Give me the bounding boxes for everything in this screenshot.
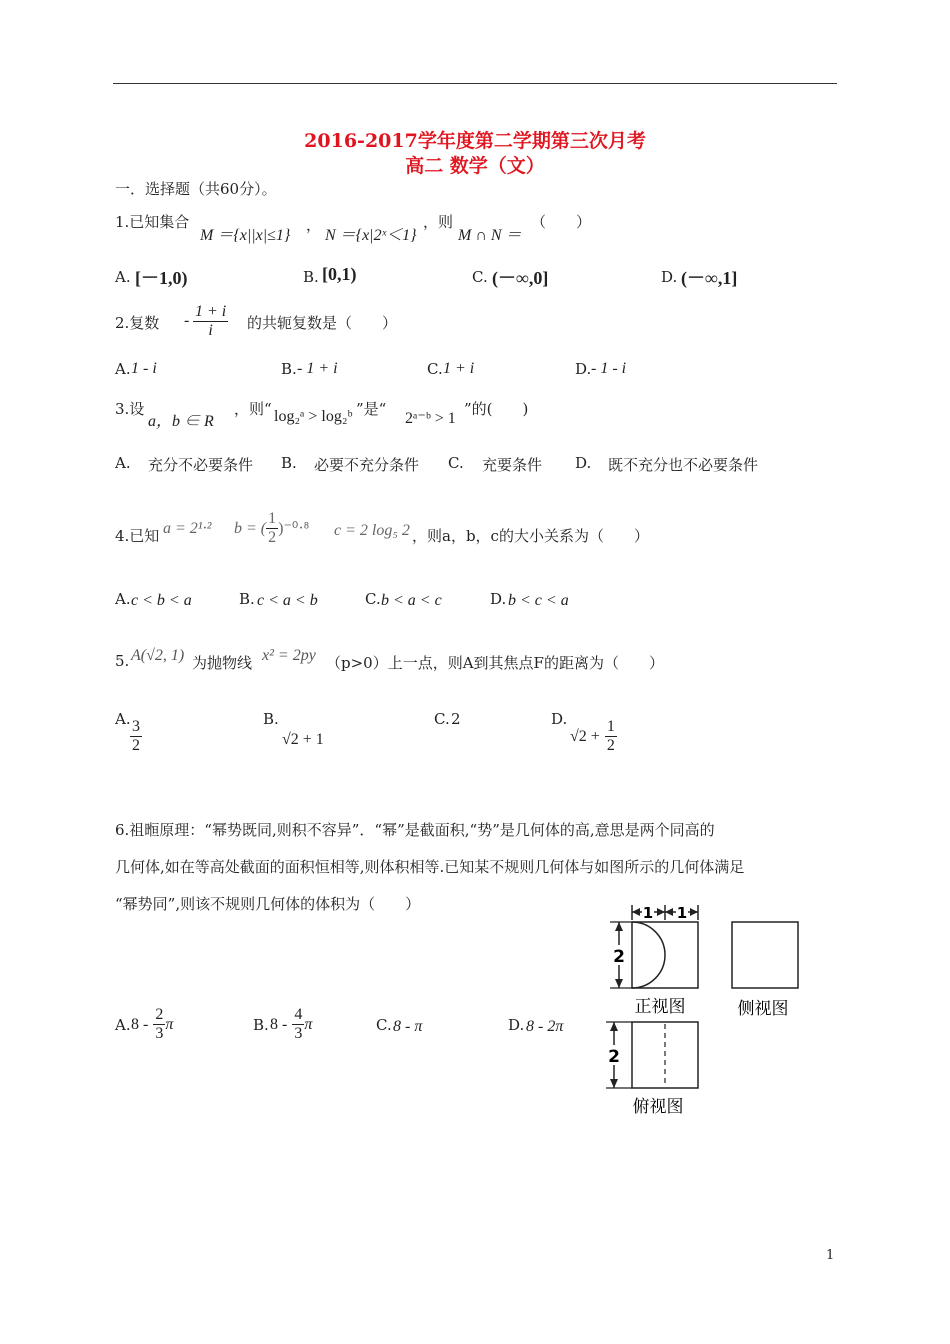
q5-option-a: $\frac{3}{2}$ [132,718,140,754]
exam-subtitle: 高二 数学（文） [405,155,545,177]
q3-then: ，则“ [234,400,272,418]
q5-option-b: √2 + 1 [282,731,324,748]
q5-prefix: 5. [115,652,130,670]
q4-b: b = ( $\frac{1}{2}$ )⁻⁰·⁸ [234,510,310,546]
q6-option-a: 8 - $\frac{2}{3}$ π [131,1006,174,1042]
q3-option-d-label: D. [575,454,592,472]
q4-a: a = 2¹·² [163,520,212,537]
exam-title: 2016-2017学年度第二学期第三次月考 [304,130,646,152]
top-view-label: 俯视图 [632,1097,684,1117]
q3-variables: a，b ∈ R [148,413,214,430]
q4-option-a-label: A. [115,590,131,608]
q4-suffix: ，则a，b，c的大小关系为（ ） [412,527,649,545]
q3-option-b-label: B. [281,454,297,472]
q3-condition-2: 2ᵃ⁻ᵇ > 1 [405,410,456,427]
q6-line-3: “幂势同”,则该不规则几何体的体积为（ ） [115,895,421,913]
q2-option-b: - 1 + i [297,360,338,377]
q1-comma: ， [306,216,322,234]
q3-option-c-label: C. [448,454,464,472]
q2-option-a: 1 - i [131,360,157,377]
q5-suffix: （p>0）上一点，则A到其焦点F的距离为（ ） [326,654,664,672]
q1-option-d: (－∞,1] [681,268,738,288]
front-view-label: 正视图 [634,997,686,1017]
q3-option-b: 必要不充分条件 [314,456,420,474]
three-view-figure [600,900,815,1125]
q4-option-a: c < b < a [131,592,192,609]
q6-option-d-label: D. [508,1016,525,1034]
q4-prefix: 4.已知 [115,527,160,545]
q2-option-d: - 1 - i [591,360,627,377]
q3-option-a-label: A. [115,454,131,472]
q2-minus: - [184,312,190,329]
q2-suffix: 的共轭复数是（ ） [247,314,398,332]
q3-is: ”是“ [356,400,387,418]
top-view [606,1022,698,1117]
section-heading: 一．选择题（共60分）。 [115,180,277,198]
q2-option-d-label: D. [575,360,592,378]
front-height-label: 2 [613,947,625,967]
q5-equation: x² = 2py [262,647,316,664]
side-view [732,922,798,1019]
width-dimension [632,904,698,922]
q5-option-d: √2 + $\frac{1}{2}$ [570,718,615,754]
q6-option-c: 8 - π [393,1018,423,1035]
q2-denominator: i [208,322,213,339]
dimension-label-1a: 1 [642,904,654,922]
q2-fraction [193,303,228,340]
q1-option-c-label: C. [472,268,488,286]
q1-then: ，则 [423,213,454,231]
q2-option-a-label: A. [115,360,131,378]
q1-set-m: M ＝{x||x|≤1} [200,227,291,244]
q6-option-b-label: B. [253,1016,269,1034]
q5-point: A(√2, 1) [131,647,185,664]
q4-option-d-label: D. [490,590,507,608]
header-rule [113,83,837,84]
q3-option-d: 既不充分也不必要条件 [608,456,759,474]
q1-option-a: [－1,0) [135,268,188,288]
q1-option-d-label: D. [661,268,678,286]
q6-option-c-label: C. [376,1016,392,1034]
q1-option-a-label: A. [115,268,131,286]
q2-prefix: 2.复数 [115,314,160,332]
q1-answer-paren: （ ） [531,213,592,231]
q4-option-d: b < c < a [508,592,569,609]
front-view [610,922,698,1017]
q5-option-a-label: A. [115,710,131,728]
q4-c: c = 2 log₅ 2 [334,522,410,539]
q2-option-b-label: B. [281,360,297,378]
q5-option-d-label: D. [551,710,568,728]
q4-option-c: b < a < c [381,592,442,609]
q3-condition-1: log₂ᵃ > log₂ᵇ [274,408,353,425]
q5-mid: 为抛物线 [192,654,253,672]
q1-option-c: (－∞,0] [492,268,549,288]
side-view-label: 侧视图 [737,999,789,1019]
q6-line-1: 6.祖暅原理：“幂势既同,则积不容异”．“幂”是截面积,“势”是几何体的高,意思是两个同高的 [115,821,715,839]
q3-option-a: 充分不必要条件 [148,456,254,474]
q4-option-c-label: C. [365,590,381,608]
q5-option-c: 2 [451,710,461,728]
q4-option-b-label: B. [239,590,255,608]
q1-prefix: 1.已知集合 [115,213,190,231]
q2-numerator: 1 + i [195,303,227,320]
q6-line-2: 几何体,如在等高处截面的面积恒相等,则体积相等.已知某不规则几何体与如图所示的几何体满足 [115,858,745,876]
q4-option-b: c < a < b [257,592,318,609]
q1-option-b-label: B. [303,268,319,286]
q5-option-c-label: C. [434,710,450,728]
dimension-label-1b: 1 [676,904,688,922]
q3-prefix: 3.设 [115,400,145,418]
q1-expression: M ∩ N ＝ [458,227,522,244]
q6-option-d: 8 - 2π [526,1018,564,1035]
q1-set-n: N ＝{x|2ˣ＜1} [325,227,417,244]
q2-option-c: 1 + i [443,360,475,377]
q2-option-c-label: C. [427,360,443,378]
q5-option-b-label: B. [263,710,279,728]
q3-option-c: 充要条件 [482,456,543,474]
q6-option-a-label: A. [115,1016,131,1034]
q6-option-b: 8 - $\frac{4}{3}$ π [270,1006,313,1042]
page-number: 1 [826,1248,835,1263]
q3-suffix: ”的( ) [464,400,529,418]
q1-option-b: [0,1) [322,264,357,284]
top-height-label: 2 [608,1047,620,1067]
